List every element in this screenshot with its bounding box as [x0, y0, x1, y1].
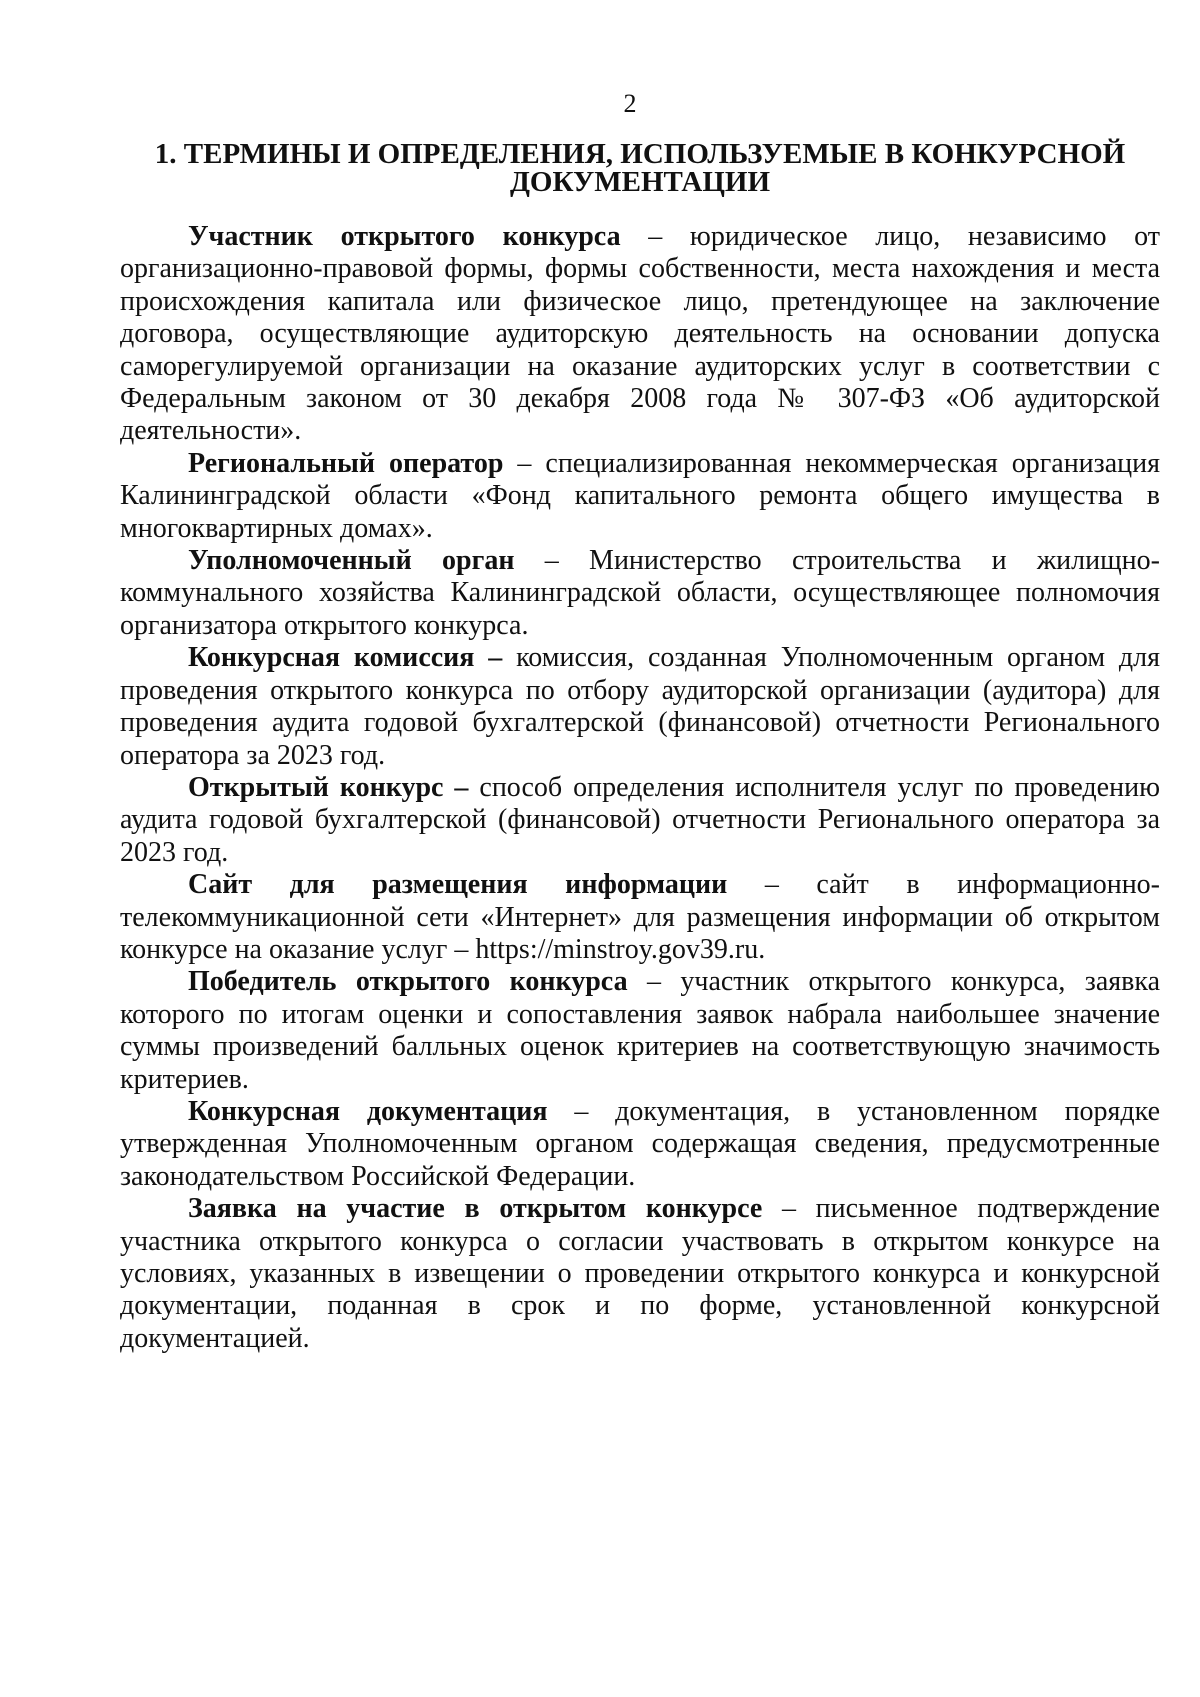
- definition-term: Региональный оператор: [188, 447, 504, 479]
- definition-text: – специализированная некоммерческая организация Калининградской области «Фонд капитального ремонта общего имущества в многоквартирных домах».: [120, 447, 1160, 544]
- definition-term: Заявка на участие в открытом конкурсе: [188, 1193, 763, 1225]
- definition-term: Конкурсная документация: [188, 1095, 548, 1127]
- definition-term: Сайт для размещения информации: [188, 869, 728, 901]
- definition-term: Открытый конкурс –: [188, 771, 469, 803]
- definition-open-contest: [120, 772, 1160, 869]
- section-title-line-2: ДОКУМЕНТАЦИИ: [509, 166, 771, 198]
- definition-information-site: [120, 869, 1160, 966]
- definition-contest-winner: [120, 966, 1160, 1096]
- definition-text: – письменное подтверждение участника открытого конкурса о согласии участвовать в открытом конкурсе на условиях, указанных в извещении о проведении открытого конкурса и конкурсной документации, поданная в срок и по форме, установленной конкурсной документацией.: [120, 1193, 1160, 1354]
- definition-text: – документация, в установленном порядке утвержденная Уполномоченным органом содержащая сведения, предусмотренные законодательством Российской Федерации.: [120, 1095, 1161, 1192]
- definition-contest-documentation: [120, 1096, 1160, 1193]
- definition-participation-application: [120, 1193, 1160, 1355]
- section-title: [120, 140, 1160, 196]
- definition-authorized-body: [120, 545, 1160, 642]
- definition-text: – участник открытого конкурса, заявка которого по итогам оценки и сопоставления заявок набрала наибольшее значение суммы произведений балльных оценок критериев на соответствующую значимость критериев.: [120, 966, 1160, 1095]
- page-number: 2: [623, 89, 637, 118]
- definition-text: – Министерство строительства и жилищно-коммунального хозяйства Калининградской области, осуществляющее полномочия организатора открытого конкурса.: [120, 545, 1160, 641]
- definition-text: способ определения исполнителя услуг по проведению аудита годовой бухгалтерской (финансовой) отчетности Регионального оператора за 2023 год.: [120, 771, 1160, 868]
- definition-contest-commission: [120, 642, 1160, 772]
- section-title-line-1: 1. ТЕРМИНЫ И ОПРЕДЕЛЕНИЯ, ИСПОЛЬЗУЕМЫЕ В КОНКУРСНОЙ: [154, 138, 1126, 170]
- definition-text: – сайт в информационно-телекоммуникационной сети «Интернет» для размещения информации об открытом конкурсе на оказание услуг – https://minstroy.gov39.ru.: [120, 869, 1161, 965]
- definition-term: Победитель открытого конкурса: [188, 966, 628, 998]
- definitions-list: [120, 221, 1160, 1355]
- definition-term: Конкурсная комиссия –: [188, 642, 503, 674]
- definition-term: Уполномоченный орган: [188, 545, 515, 577]
- definition-text: – юридическое лицо, независимо от организационно-правовой формы, формы собственности, места нахождения и места происхождения капитала или физическое лицо, претендующее на заключение договора, осуществляющие аудиторскую деятельность на основании допуска саморегулируемой организации на оказание аудиторских услуг в соответствии с Федеральным законом от 30 декабря 2008 года № 307-ФЗ «Об аудиторской деятельности».: [120, 221, 1160, 447]
- definition-regional-operator: [120, 448, 1160, 545]
- definition-contest-participant: [120, 221, 1160, 448]
- definition-term: Участник открытого конкурса: [188, 221, 621, 252]
- definition-text: комиссия, созданная Уполномоченным органом для проведения открытого конкурса по отбору аудиторской организации (аудитора) для проведения аудита годовой бухгалтерской (финансовой) отчетности Регионального оператора за 2023 год.: [120, 642, 1160, 771]
